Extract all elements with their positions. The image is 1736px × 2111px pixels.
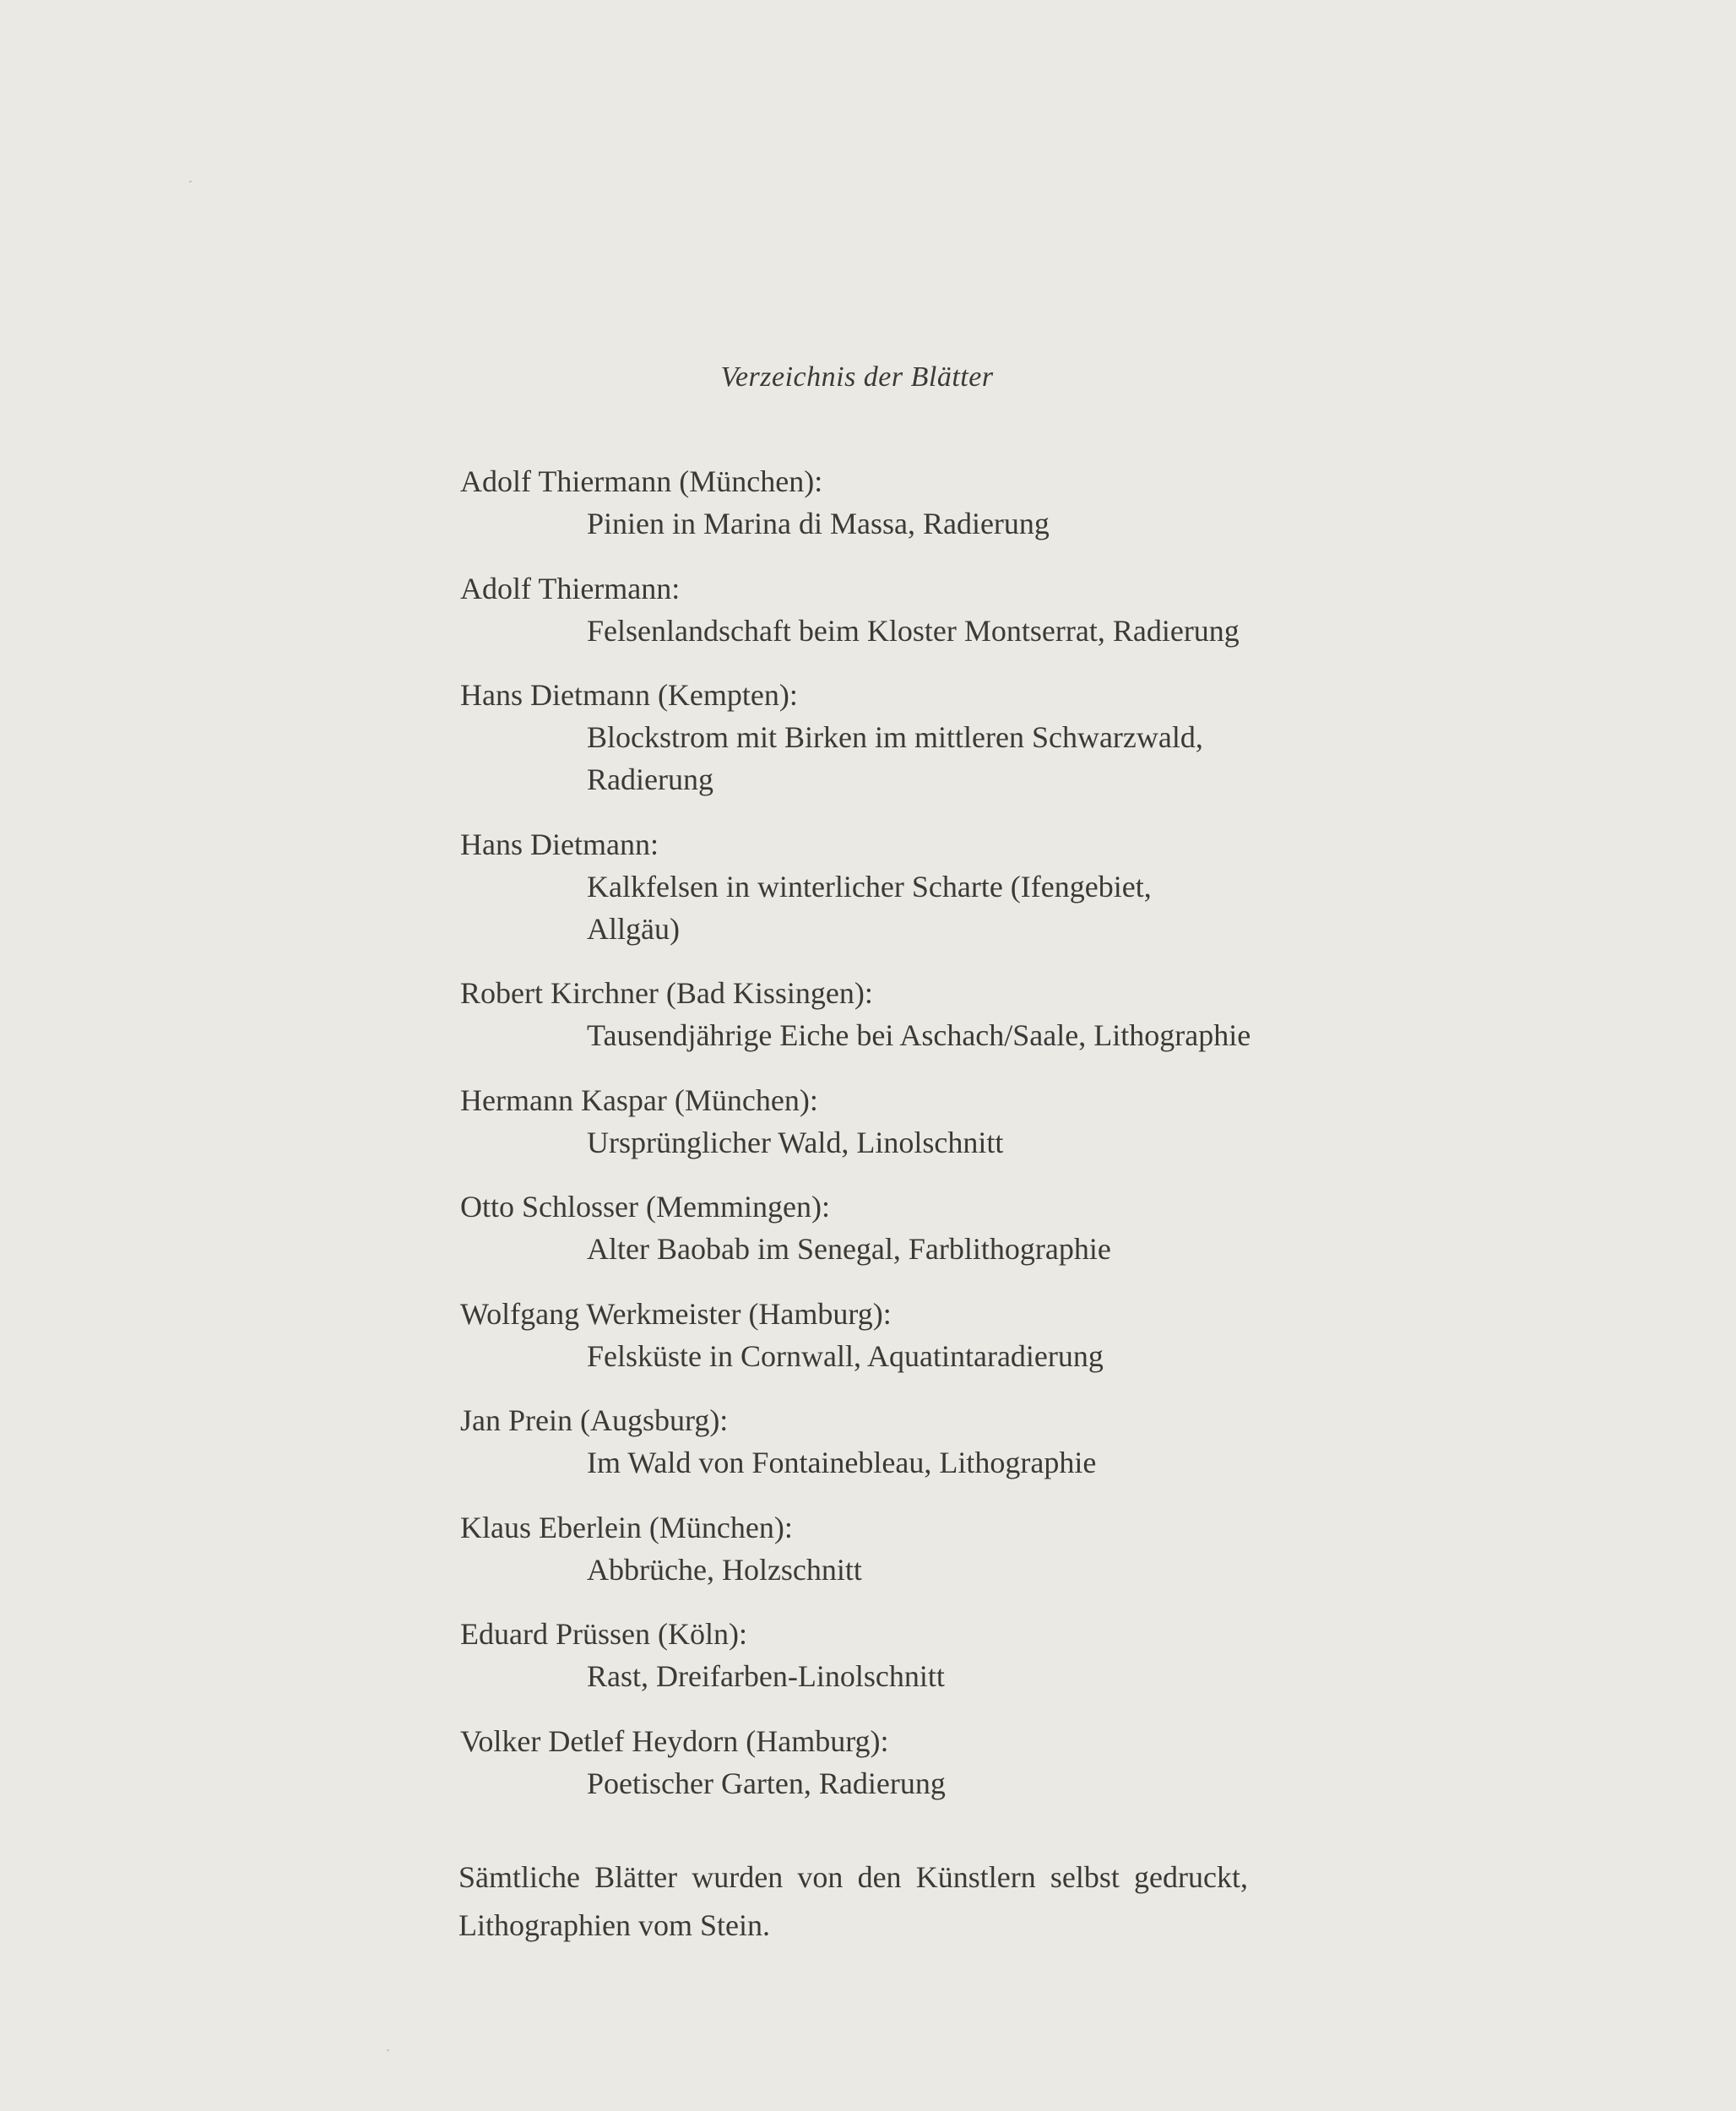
work-title-continued: Allgäu) [587,911,680,946]
list-item [460,1399,1305,1506]
list-item [460,1293,1305,1400]
list-item [460,674,1305,823]
artist-name: Otto Schlosser (Memmingen): [460,1190,830,1224]
list-item [460,1720,1305,1827]
work-title: Felsküste in Cornwall, Aquatintaradierung [587,1338,1104,1373]
artist-name: Hans Dietmann: [460,827,659,861]
work-title-continued: Radierung [587,762,713,796]
artist-name: Hermann Kaspar (München): [460,1083,818,1117]
work-title: Im Wald von Fontainebleau, Lithographie [587,1446,1097,1479]
list-item [460,823,1305,973]
paper-speck [189,181,192,182]
plates-list [460,460,1305,1826]
list-item [460,460,1305,567]
artist-name: Volker Detlef Heydorn (Hamburg): [460,1723,889,1758]
work-title: Alter Baobab im Senegal, Farblithographie [587,1232,1111,1266]
list-item [460,972,1305,1079]
artist-name: Adolf Thiermann (München): [460,464,823,498]
printing-note-line-1: Sämtliche Blätter wurden von den Künstlern selbst gedruckt, [458,1860,1248,1894]
list-item [460,1079,1305,1186]
list-item [460,1186,1305,1293]
artist-name: Wolfgang Werkmeister (Hamburg): [460,1296,892,1331]
artist-name: Hans Dietmann (Kempten): [460,678,798,712]
artist-name: Jan Prein (Augsburg): [460,1403,729,1437]
page-title: Verzeichnis der Blätter [720,361,994,393]
list-item [460,1613,1305,1720]
work-title: Pinien in Marina di Massa, Radierung [587,507,1050,540]
work-title: Felsenlandschaft beim Kloster Montserrat, Radierung [587,613,1240,648]
artist-name: Eduard Prüssen (Köln): [460,1617,747,1651]
work-title: Ursprünglicher Wald, Linolschnitt [587,1125,1004,1159]
printing-note-line-2: Lithographien vom Stein. [458,1908,770,1942]
list-item [460,567,1305,675]
work-title: Poetischer Garten, Radierung [587,1766,946,1800]
paper-speck [387,2049,389,2051]
work-title: Rast, Dreifarben-Linolschnitt [587,1659,945,1693]
printing-note [458,1853,1248,1950]
work-title: Blockstrom mit Birken im mittleren Schwarzwald, [587,720,1203,754]
artist-name: Adolf Thiermann: [460,571,681,605]
list-item [460,1506,1305,1614]
work-title: Tausendjährige Eiche bei Aschach/Saale, Lithographie [587,1018,1251,1052]
artist-name: Robert Kirchner (Bad Kissingen): [460,976,873,1010]
work-title: Kalkfelsen in winterlicher Scharte (Ifengebiet, [587,869,1152,904]
work-title: Abbrüche, Holzschnitt [587,1552,862,1587]
artist-name: Klaus Eberlein (München): [460,1510,793,1544]
